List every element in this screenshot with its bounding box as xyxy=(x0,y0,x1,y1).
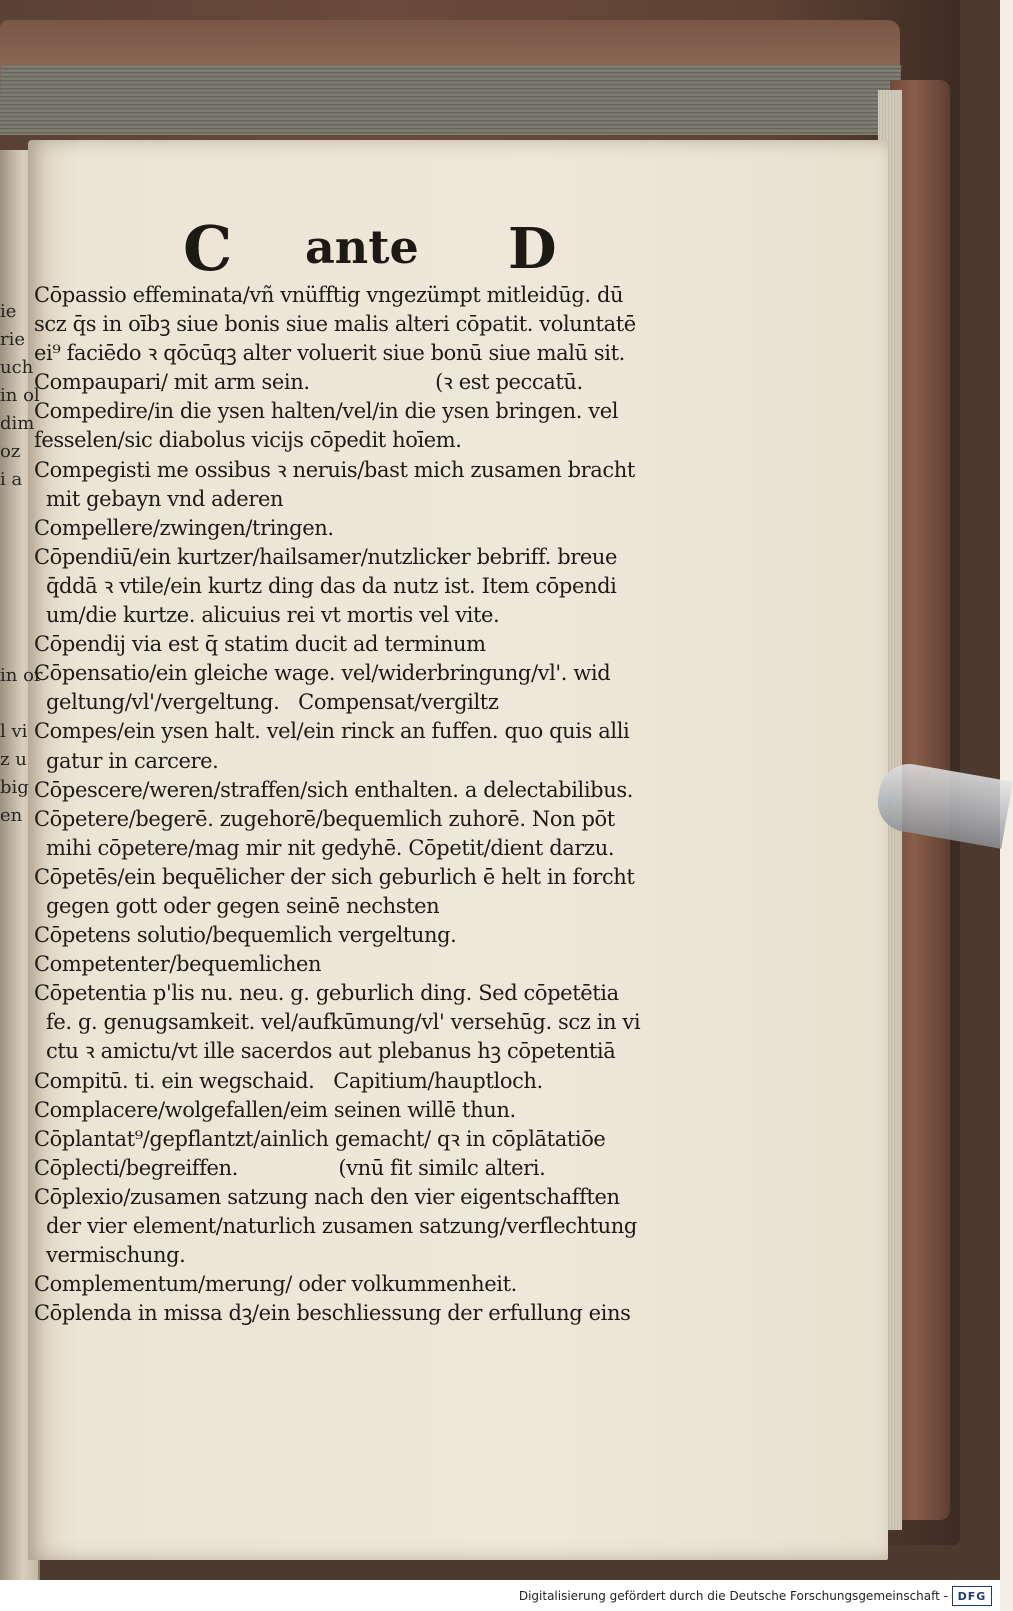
text-line: Cōplenda in missa dꝫ/ein beschliessung der erfullung eins xyxy=(34,1301,631,1326)
margin-fragment: z u xyxy=(0,749,27,770)
text-line: Compellere/zwingen/tringen. xyxy=(34,515,334,540)
text-line: Complacere/wolgefallen/eim seinen willē thun. xyxy=(34,1097,516,1122)
text-line: Complementum/merung/ oder volkummenheit. xyxy=(34,1272,517,1297)
margin-fragment: i a xyxy=(0,469,23,490)
text-line: Cōpetēs/ein bequēlicher der sich geburlich ē helt in forcht xyxy=(34,864,635,889)
text-line: fe. g. genugsamkeit. vel/aufkūmung/vl' versehūg. scz in vi xyxy=(46,1010,641,1035)
text-line: Compes/ein ysen halt. vel/ein rinck an fuffen. quo quis alli xyxy=(34,719,630,744)
running-head-right: D xyxy=(508,216,557,282)
text-line: Competenter/bequemlichen xyxy=(34,952,322,977)
margin-fragment: oz xyxy=(0,441,21,462)
text-line: fesselen/sic diabolus vicijs cōpedit hoīem. xyxy=(34,428,462,453)
running-head-center: ante xyxy=(305,220,419,274)
text-line: Cōplexio/zusamen satzung nach den vier eigentschafften xyxy=(34,1184,620,1209)
text-line: geltung/vl'/vergeltung. Compensat/vergiltz xyxy=(46,690,499,715)
text-line: scz q̄s in oībꝫ siue bonis siue malis alteri cōpatit. voluntatē xyxy=(34,312,636,337)
margin-fragment xyxy=(0,690,36,718)
text-line: Cōpensatio/ein gleiche wage. vel/widerbringung/vl'. wid xyxy=(34,661,611,686)
text-line: vermischung. xyxy=(46,1243,186,1268)
left-page-fragments xyxy=(0,298,43,830)
margin-fragment: in ol xyxy=(0,385,40,406)
text-line: Cōpescere/weren/straffen/sich enthalten. a delectabilibus. xyxy=(34,777,633,802)
margin-fragment: in or xyxy=(0,665,43,686)
margin-fragment xyxy=(0,550,36,578)
running-head xyxy=(0,212,1000,285)
margin-fragment xyxy=(0,606,36,634)
text-line: Compitū. ti. ein wegschaid. Capitium/hauptloch. xyxy=(34,1068,543,1093)
running-head-left: C xyxy=(183,212,233,285)
margin-fragment xyxy=(0,494,36,522)
text-line: Cōpetere/begerē. zugehorē/bequemlich zuhorē. Non pōt xyxy=(34,806,615,831)
text-line: Cōpendij via est q̄ statim ducit ad terminum xyxy=(34,632,486,657)
text-line: q̄ddā ꝛ vtile/ein kurtz ding das da nutz ist. Item cōpendi xyxy=(46,573,617,598)
margin-fragment: dim xyxy=(0,413,35,434)
margin-fragment xyxy=(0,522,36,550)
text-line: mihi cōpetere/mag mir nit gedyhē. Cōpetit/dient darzu. xyxy=(46,835,615,860)
text-line: mit gebayn vnd aderen xyxy=(46,486,284,511)
text-line: Compegisti me ossibus ꝛ neruis/bast mich zusamen bracht xyxy=(34,457,635,482)
text-line: Cōpendiū/ein kurtzer/hailsamer/nutzlicker bebriff. breue xyxy=(34,544,618,569)
margin-fragment: ie xyxy=(0,301,17,322)
text-line: Cōpetens solutio/bequemlich vergeltung. xyxy=(34,923,457,948)
dfg-logo: DFG xyxy=(952,1586,992,1606)
margin-fragment: l vi xyxy=(0,721,28,742)
footer-credit: Digitalisierung gefördert durch die Deutsche Forschungsgemeinschaft - xyxy=(518,1589,948,1603)
text-line: ctu ꝛ amictu/vt ille sacerdos aut plebanus hꝫ cōpetentiā xyxy=(46,1039,616,1064)
margin-fragment: rie xyxy=(0,329,26,350)
text-line: Cōplecti/begreiffen. (vnū fit similc alteri. xyxy=(34,1155,546,1180)
text-line: Compaupari/ mit arm sein. (ꝛ est peccatū. xyxy=(34,370,583,395)
page-edges-top xyxy=(0,65,901,135)
margin-fragment xyxy=(0,634,36,662)
text-line: gatur in carcere. xyxy=(46,748,219,773)
text-line: Cōpetentia p'lis nu. neu. g. geburlich ding. Sed cōpetētia xyxy=(34,981,619,1006)
margin-fragment xyxy=(0,578,36,606)
margin-fragment: en xyxy=(0,805,23,826)
dictionary-text xyxy=(34,281,714,1328)
footer-bar xyxy=(0,1580,1000,1611)
text-line: der vier element/naturlich zusamen satzung/verflechtung xyxy=(46,1214,637,1238)
text-line: Cōplantat⁹/gepflantzt/ainlich gemacht/ qꝛ in cōplātatiōe xyxy=(34,1126,606,1151)
margin-fragment: big xyxy=(0,777,29,798)
text-line: gegen gott oder gegen seinē nechsten xyxy=(46,893,440,918)
text-line: Compedire/in die ysen halten/vel/in die ysen bringen. vel xyxy=(34,399,619,424)
text-line: ei⁹ faciēdo ꝛ qōcūqꝫ alter voluerit siue bonū siue malū sit. xyxy=(34,341,625,366)
text-line: um/die kurtze. alicuius rei vt mortis vel vite. xyxy=(46,603,500,628)
margin-fragment: uch xyxy=(0,357,34,378)
text-line: Cōpassio effeminata/vñ vnüfftig vngezümpt mitleidūg. dū xyxy=(34,283,624,307)
